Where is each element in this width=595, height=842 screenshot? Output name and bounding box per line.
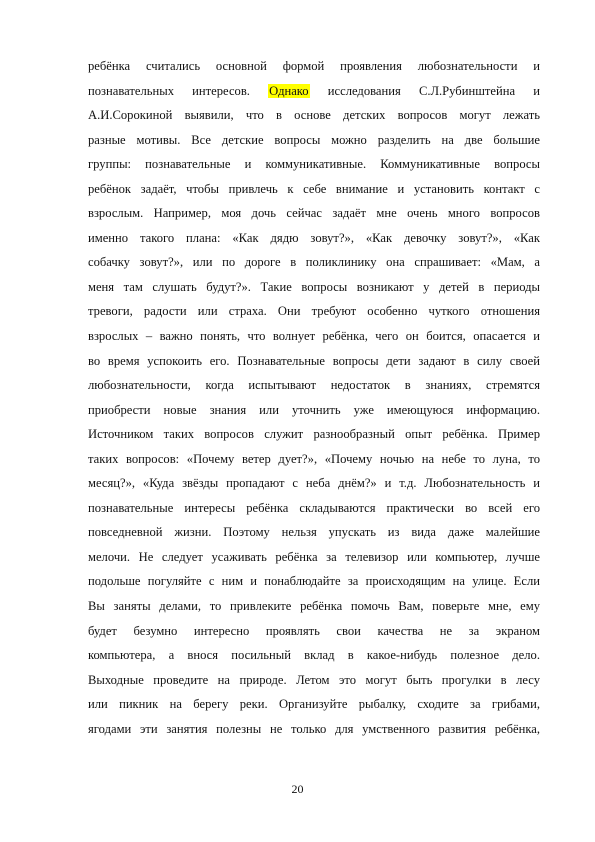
text-line-18: месяц?», «Куда звёзды пропадают с неба днём?» и т.д. Любознательность и bbox=[88, 476, 540, 491]
text-line-5: группы: познавательные и коммуникативные. Коммуникативные вопросы bbox=[88, 157, 540, 172]
text-line-6: ребёнок задаёт, чтобы привлечь к себе внимание и установить контакт с bbox=[88, 181, 540, 196]
text-line-3: А.И.Сорокиной выявили, что в основе детских вопросов могут лежать bbox=[88, 108, 540, 123]
text-line-15: приобрести новые знания или уточнить уже имеющуюся информацию. bbox=[88, 402, 540, 417]
page-number: 20 bbox=[291, 782, 304, 796]
text-line-11: тревоги, радости или страха. Они требуют особенно чуткого отношения bbox=[88, 304, 540, 319]
highlighted-word: Однако bbox=[269, 83, 309, 98]
text-line-17: таких вопросов: «Почему ветер дует?», «Почему ночью на небе то луна, то bbox=[88, 451, 540, 466]
text-line-20: повседневной жизни. Поэтому нельзя упускать из вида даже малейшие bbox=[88, 525, 540, 540]
text-line-28: ягодами эти занятия полезны не только для умственного развития ребёнка, bbox=[88, 721, 540, 736]
text-line-9: собачку зовут?», или по дороге в поликлинику она спрашивает: «Мам, а bbox=[88, 255, 540, 270]
text-line-7: взрослым. Например, моя дочь сейчас задаёт мне очень много вопросов bbox=[88, 206, 540, 221]
text-line-22: подольше погуляйте с ним и понаблюдайте за происходящим на улице. Если bbox=[88, 574, 540, 589]
body-text bbox=[88, 54, 540, 741]
text-line-16: Источником таких вопросов служит разнообразный опыт ребёнка. Пример bbox=[88, 427, 540, 442]
text-line-8: именно такого плана: «Как дядю зовут?», «Как девочку зовут?», «Как bbox=[88, 230, 540, 245]
text-line-14: любознательности, когда испытывают недостаток в знаниях, стремятся bbox=[88, 378, 540, 393]
text-line-27: или пикник на берегу реки. Организуйте рыбалку, сходите за грибами, bbox=[88, 697, 540, 712]
text-line-4: разные мотивы. Все детские вопросы можно разделить на две большие bbox=[88, 132, 540, 147]
text-line-13: во время успокоить его. Познавательные вопросы дети задают в силу своей bbox=[88, 353, 540, 368]
text-line-2 bbox=[88, 79, 540, 104]
text-line-25: компьютера, а внося посильный вклад в какое-нибудь полезное дело. bbox=[88, 648, 540, 663]
text-line-24: будет безумно интересно проявлять свои качества не за экраном bbox=[88, 623, 540, 638]
text-line-19: познавательные интересы ребёнка складываются практически во всей его bbox=[88, 500, 540, 515]
text-line-26: Выходные проведите на природе. Летом это могут быть прогулки в лесу bbox=[88, 672, 540, 687]
text-line-2-start: познавательных интересов. bbox=[88, 83, 250, 98]
text-line-2-end: исследования С.Л.Рубинштейна и bbox=[327, 83, 540, 98]
text-line-12: взрослых – важно понять, что волнует ребёнка, чего он боится, опасается и bbox=[88, 329, 540, 344]
text-line-23: Вы заняты делами, то привлеките ребёнка помочь Вам, поверьте мне, ему bbox=[88, 599, 540, 614]
text-line-21: мелочи. Не следует усаживать ребёнка за телевизор или компьютер, лучше bbox=[88, 549, 540, 564]
text-line-1: ребёнка считались основной формой проявления любознательности и bbox=[88, 59, 540, 73]
text-line-10: меня там слушать будут?». Такие вопросы возникают у детей в периоды bbox=[88, 279, 540, 294]
